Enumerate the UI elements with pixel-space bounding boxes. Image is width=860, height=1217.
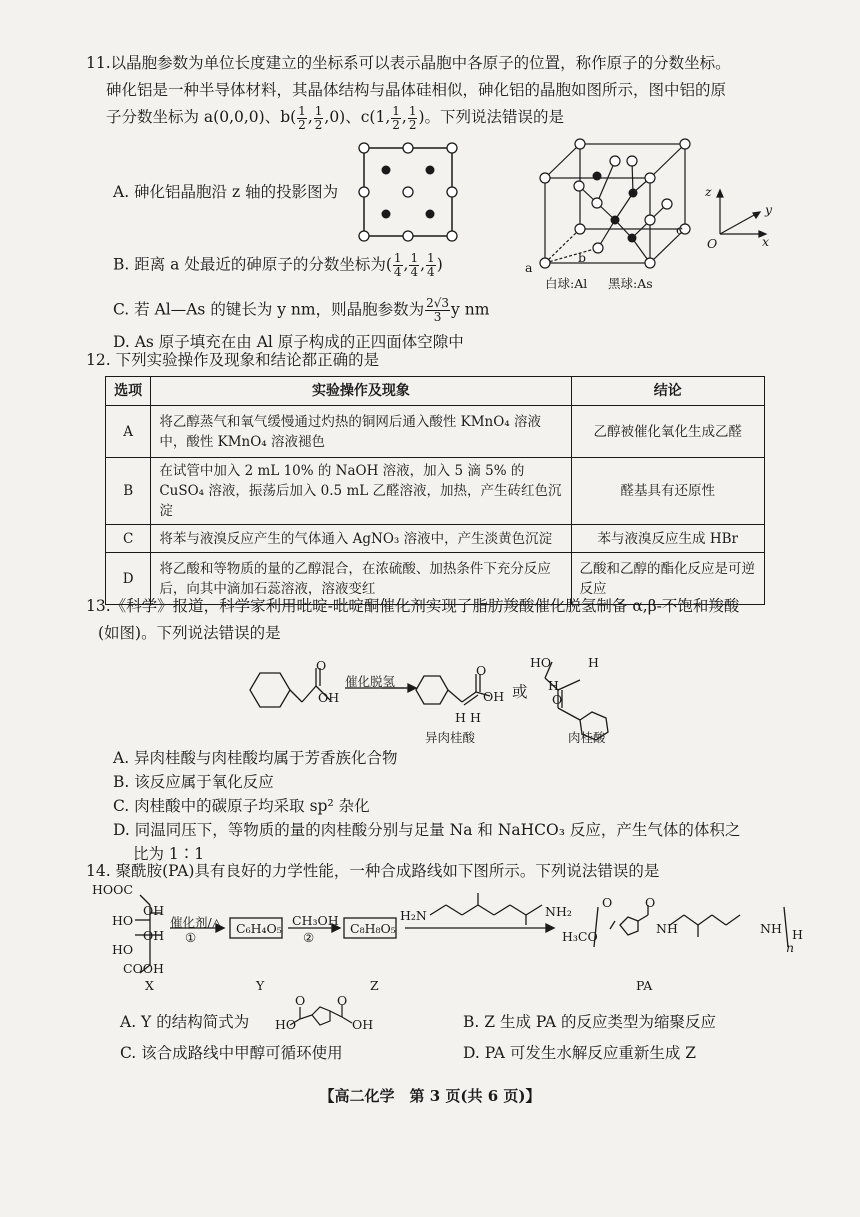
step1-label: 催化剂/△ <box>170 915 222 930</box>
row-conclusion: 乙醇被催化氧化生成乙醛 <box>571 406 764 458</box>
table-row <box>106 406 765 458</box>
y-oh-label: OH <box>352 1017 374 1032</box>
axis-z-label: z <box>705 184 712 199</box>
row-operation: 将乙酸和等物质的量的乙醇混合，在浓硫酸、加热条件下充分反应后，向其中滴加石蕊溶液，溶液变红 <box>151 553 571 605</box>
row-conclusion: 醛基具有还原性 <box>571 458 764 525</box>
y-o-label-2: O <box>337 993 348 1008</box>
pa-nh-label: NH <box>656 921 678 936</box>
row-operation: 将乙醇蒸气和氧气缓慢通过灼热的铜网后通入酸性 KMnO₄ 溶液中，酸性 KMnO₄ 溶液褪色 <box>151 406 571 458</box>
page-footer: 【高二化学 第 3 页(共 6 页)】 <box>319 1087 541 1105</box>
q13-or: 或 <box>512 683 528 701</box>
q14-option-c: C. 该合成路线中甲醇可循环使用 <box>120 1044 343 1062</box>
projection-figure <box>356 142 466 242</box>
axes-figure <box>710 186 773 246</box>
q13-stem: 13.《科学》报道，科学家利用吡啶-吡啶酮催化剂实现了脂肪羧酸催化脱氢制备 α,β-不饱和羧酸 (如图)。下列说法错误的是 <box>86 597 740 642</box>
row-option: A <box>106 406 151 458</box>
q14-option-b: B. Z 生成 PA 的反应类型为缩聚反应 <box>463 1013 716 1031</box>
q13-o-label-3: O <box>552 692 563 707</box>
q13-oh-label-2: OH <box>483 689 505 704</box>
q13-h-label-4: H <box>548 678 559 693</box>
pa-nh-label-2: NH <box>760 921 782 936</box>
q11-option-b: B. 距离 a 处最近的砷原子的分数坐标为( $\frac{1}{4}$ , $\frac{1}{4}$ , $\frac{1}{4}$ ) <box>113 251 443 279</box>
pa-h-label: H <box>792 927 803 942</box>
axis-y-label: y <box>765 202 773 217</box>
q13-option-b: B. 该反应属于氧化反应 <box>113 773 274 791</box>
row-option: D <box>106 553 151 605</box>
x-cooh-label: COOH <box>123 961 164 976</box>
step1-number: ① <box>185 930 197 945</box>
legend-al: 白球:Al <box>545 276 588 291</box>
q13-arrow-label: 催化脱氢 <box>345 674 396 689</box>
q11-option-a: A. 砷化铝晶胞沿 z 轴的投影图为 <box>113 183 339 201</box>
q13-h-label: H <box>455 710 466 725</box>
table-row <box>106 458 765 525</box>
q14-stem: 14. 聚酰胺(PA)具有良好的力学性能，一种合成路线如下图所示。下列说法错误的是 <box>86 862 660 880</box>
label-a: a <box>525 260 533 275</box>
label-c: c <box>676 222 684 237</box>
header-conclusion: 结论 <box>571 377 764 406</box>
q13-ho-label: HO <box>530 655 552 670</box>
table-row <box>106 525 765 553</box>
q13-h-label-3: H <box>588 655 599 670</box>
x-ho-label-2: HO <box>112 942 134 957</box>
diamine-h2n-label: H₂N <box>400 908 427 923</box>
row-option: B <box>106 458 151 525</box>
row-conclusion: 乙酸和乙醇的酯化反应是可逆反应 <box>571 553 764 605</box>
box-y-formula: C₆H₄O₅ <box>236 921 282 936</box>
q11-option-c: C. 若 Al—As 的键长为 y nm，则晶胞参数为 $\frac{2√3}{3}$ y nm <box>113 296 490 324</box>
x-oh-label-2: OH <box>143 928 165 943</box>
q13-o-label: O <box>316 658 327 673</box>
header-option: 选项 <box>106 377 151 406</box>
q13-option-d-cont: 比为 1∶1 <box>133 845 205 863</box>
experiment-table <box>105 376 765 605</box>
row-operation: 在试管中加入 2 mL 10% 的 NaOH 溶液，加入 5 滴 5% 的 CuSO₄ 溶液，振荡后加入 0.5 mL 乙醛溶液，加热，产生砖红色沉淀 <box>151 458 571 525</box>
row-operation: 将苯与液溴反应产生的气体通入 AgNO₃ 溶液中，产生淡黄色沉淀 <box>151 525 571 553</box>
x-oh-label: OH <box>143 903 165 918</box>
q11-stem: 11.以晶胞参数为单位长度建立的坐标系可以表示晶胞中各原子的位置，称作原子的分数坐标。 砷化铝是一种半导体材料，其晶体结构与晶体硅相似，砷化铝的晶胞如图所示，图中铝的原 子分数坐标为 a(0,0,0)、b( $\frac{1}{2}$ , $\frac{1}{2}$ ,0)、c(1, $\frac{1}{2}$ , $\frac{1}{2}$ )。下列说法错误的是 <box>86 54 731 132</box>
header-operation: 实验操作及现象 <box>151 377 571 406</box>
pa-h3co-label: H₃CO <box>562 929 598 944</box>
label-z: Z <box>370 978 379 993</box>
q13-h-label-2: H <box>470 710 481 725</box>
pa-o-label: O <box>602 895 613 910</box>
step2-number: ② <box>303 930 315 945</box>
unit-cell-figure <box>535 138 685 268</box>
axis-x-label: x <box>762 234 770 249</box>
q13-option-a: A. 异肉桂酸与肉桂酸均属于芳香族化合物 <box>113 749 398 767</box>
q14-option-d: D. PA 可发生水解反应重新生成 Z <box>463 1044 697 1062</box>
label-pa: PA <box>636 978 653 993</box>
q13-oh-label: OH <box>318 690 340 705</box>
table-header-row <box>106 377 765 406</box>
pa-n-label: n <box>786 940 795 955</box>
q11-option-d: D. As 原子填充在由 Al 原子构成的正四面体空隙中 <box>113 333 464 351</box>
legend-as: 黑球:As <box>608 276 653 291</box>
y-ho-label: HO <box>275 1017 297 1032</box>
row-option: C <box>106 525 151 553</box>
label-b: b <box>578 250 587 265</box>
q13-name-isocinnamic: 异肉桂酸 <box>425 730 476 745</box>
label-x: X <box>145 978 154 993</box>
x-ho-label: HO <box>112 913 134 928</box>
pa-o-label-2: O <box>645 895 656 910</box>
step2-label: CH₃OH <box>292 913 339 928</box>
axis-o-label: O <box>707 236 718 251</box>
diamine-nh2-label: NH₂ <box>545 904 572 919</box>
label-y: Y <box>256 978 265 993</box>
x-hooc-label: HOOC <box>92 882 133 897</box>
box-z-formula: C₈H₈O₅ <box>350 921 396 936</box>
q13-o-label-2: O <box>476 663 487 678</box>
row-conclusion: 苯与液溴反应生成 HBr <box>571 525 764 553</box>
q14-option-a: A. Y 的结构简式为 <box>120 1013 250 1031</box>
q12-stem: 12. 下列实验操作及现象和结论都正确的是 <box>86 351 380 369</box>
q13-option-c: C. 肉桂酸中的碳原子均采取 sp² 杂化 <box>113 797 370 815</box>
q13-option-d: D. 同温同压下，等物质的量的肉桂酸分别与足量 Na 和 NaHCO₃ 反应，产生气体的体积之 <box>113 821 741 839</box>
q13-name-cinnamic: 肉桂酸 <box>568 730 606 745</box>
y-o-label: O <box>295 993 306 1008</box>
